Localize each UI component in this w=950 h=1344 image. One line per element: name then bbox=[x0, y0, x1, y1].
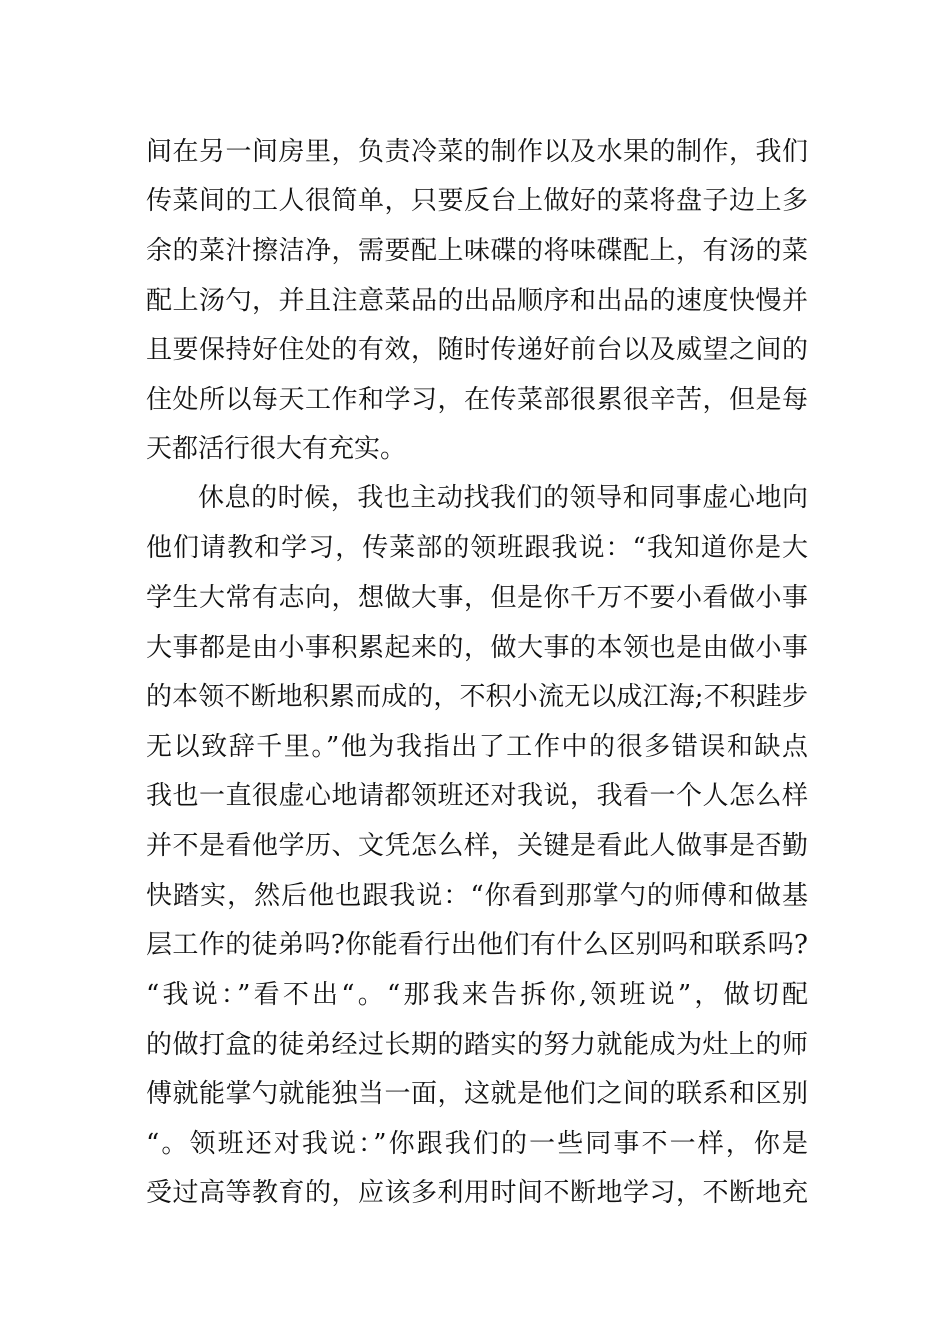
text-line: 休息的时候，我也主动找我们的领导和同事虚心地向 bbox=[198, 483, 808, 513]
text-line: 无以致辞千里。”他为我指出了工作中的很多错误和缺点 bbox=[146, 732, 808, 762]
text-line: 层工作的徒弟吗?你能看行出他们有什么区别吗和联系吗? bbox=[146, 930, 808, 960]
text-line: 间在另一间房里，负责冷菜的制作以及水果的制作，我们 bbox=[146, 137, 808, 167]
text-line: “。领班还对我说：”你跟我们的一些同事不一样，你是 bbox=[146, 1129, 808, 1159]
text-line: 天都活行很大有充实。 bbox=[146, 434, 407, 464]
text-line: 余的菜汁擦洁净，需要配上味碟的将味碟配上，有汤的菜 bbox=[146, 236, 808, 266]
text-line: 配上汤勺，并且注意菜品的出品顺序和出品的速度快慢并 bbox=[146, 286, 808, 316]
text-line: 的做打盒的徒弟经过长期的踏实的努力就能成为灶上的师 bbox=[146, 1030, 808, 1060]
text-line: 大事都是由小事积累起来的，做大事的本领也是由做小事 bbox=[146, 633, 808, 663]
text-line: 传菜间的工人很简单，只要反台上做好的菜将盘子边上多 bbox=[146, 186, 808, 216]
text-line: 受过高等教育的，应该多利用时间不断地学习，不断地充 bbox=[146, 1178, 808, 1208]
text-line: 我也一直很虚心地请都领班还对我说，我看一个人怎么样 bbox=[146, 781, 808, 811]
text-line: 且要保持好住处的有效，随时传递好前台以及威望之间的 bbox=[146, 335, 808, 365]
text-line: 快踏实，然后他也跟我说：“你看到那掌勺的师傅和做基 bbox=[146, 881, 808, 911]
text-line: 住处所以每天工作和学习，在传菜部很累很辛苦，但是每 bbox=[146, 385, 808, 415]
text-line: 并不是看他学历、文凭怎么样，关键是看此人做事是否勤 bbox=[146, 831, 808, 861]
text-line: 的本领不断地积累而成的，不积小流无以成江海;不积跬步 bbox=[146, 682, 808, 712]
text-line: 傅就能掌勺就能独当一面，这就是他们之间的联系和区别 bbox=[146, 1079, 808, 1109]
text-line: 他们请教和学习，传菜部的领班跟我说：“我知道你是大 bbox=[146, 533, 808, 563]
text-line: “我说：”看不出“。“那我来告拆你,领班说”，做切配 bbox=[146, 980, 808, 1010]
text-line: 学生大常有志向，想做大事，但是你千万不要小看做小事 bbox=[146, 583, 808, 613]
